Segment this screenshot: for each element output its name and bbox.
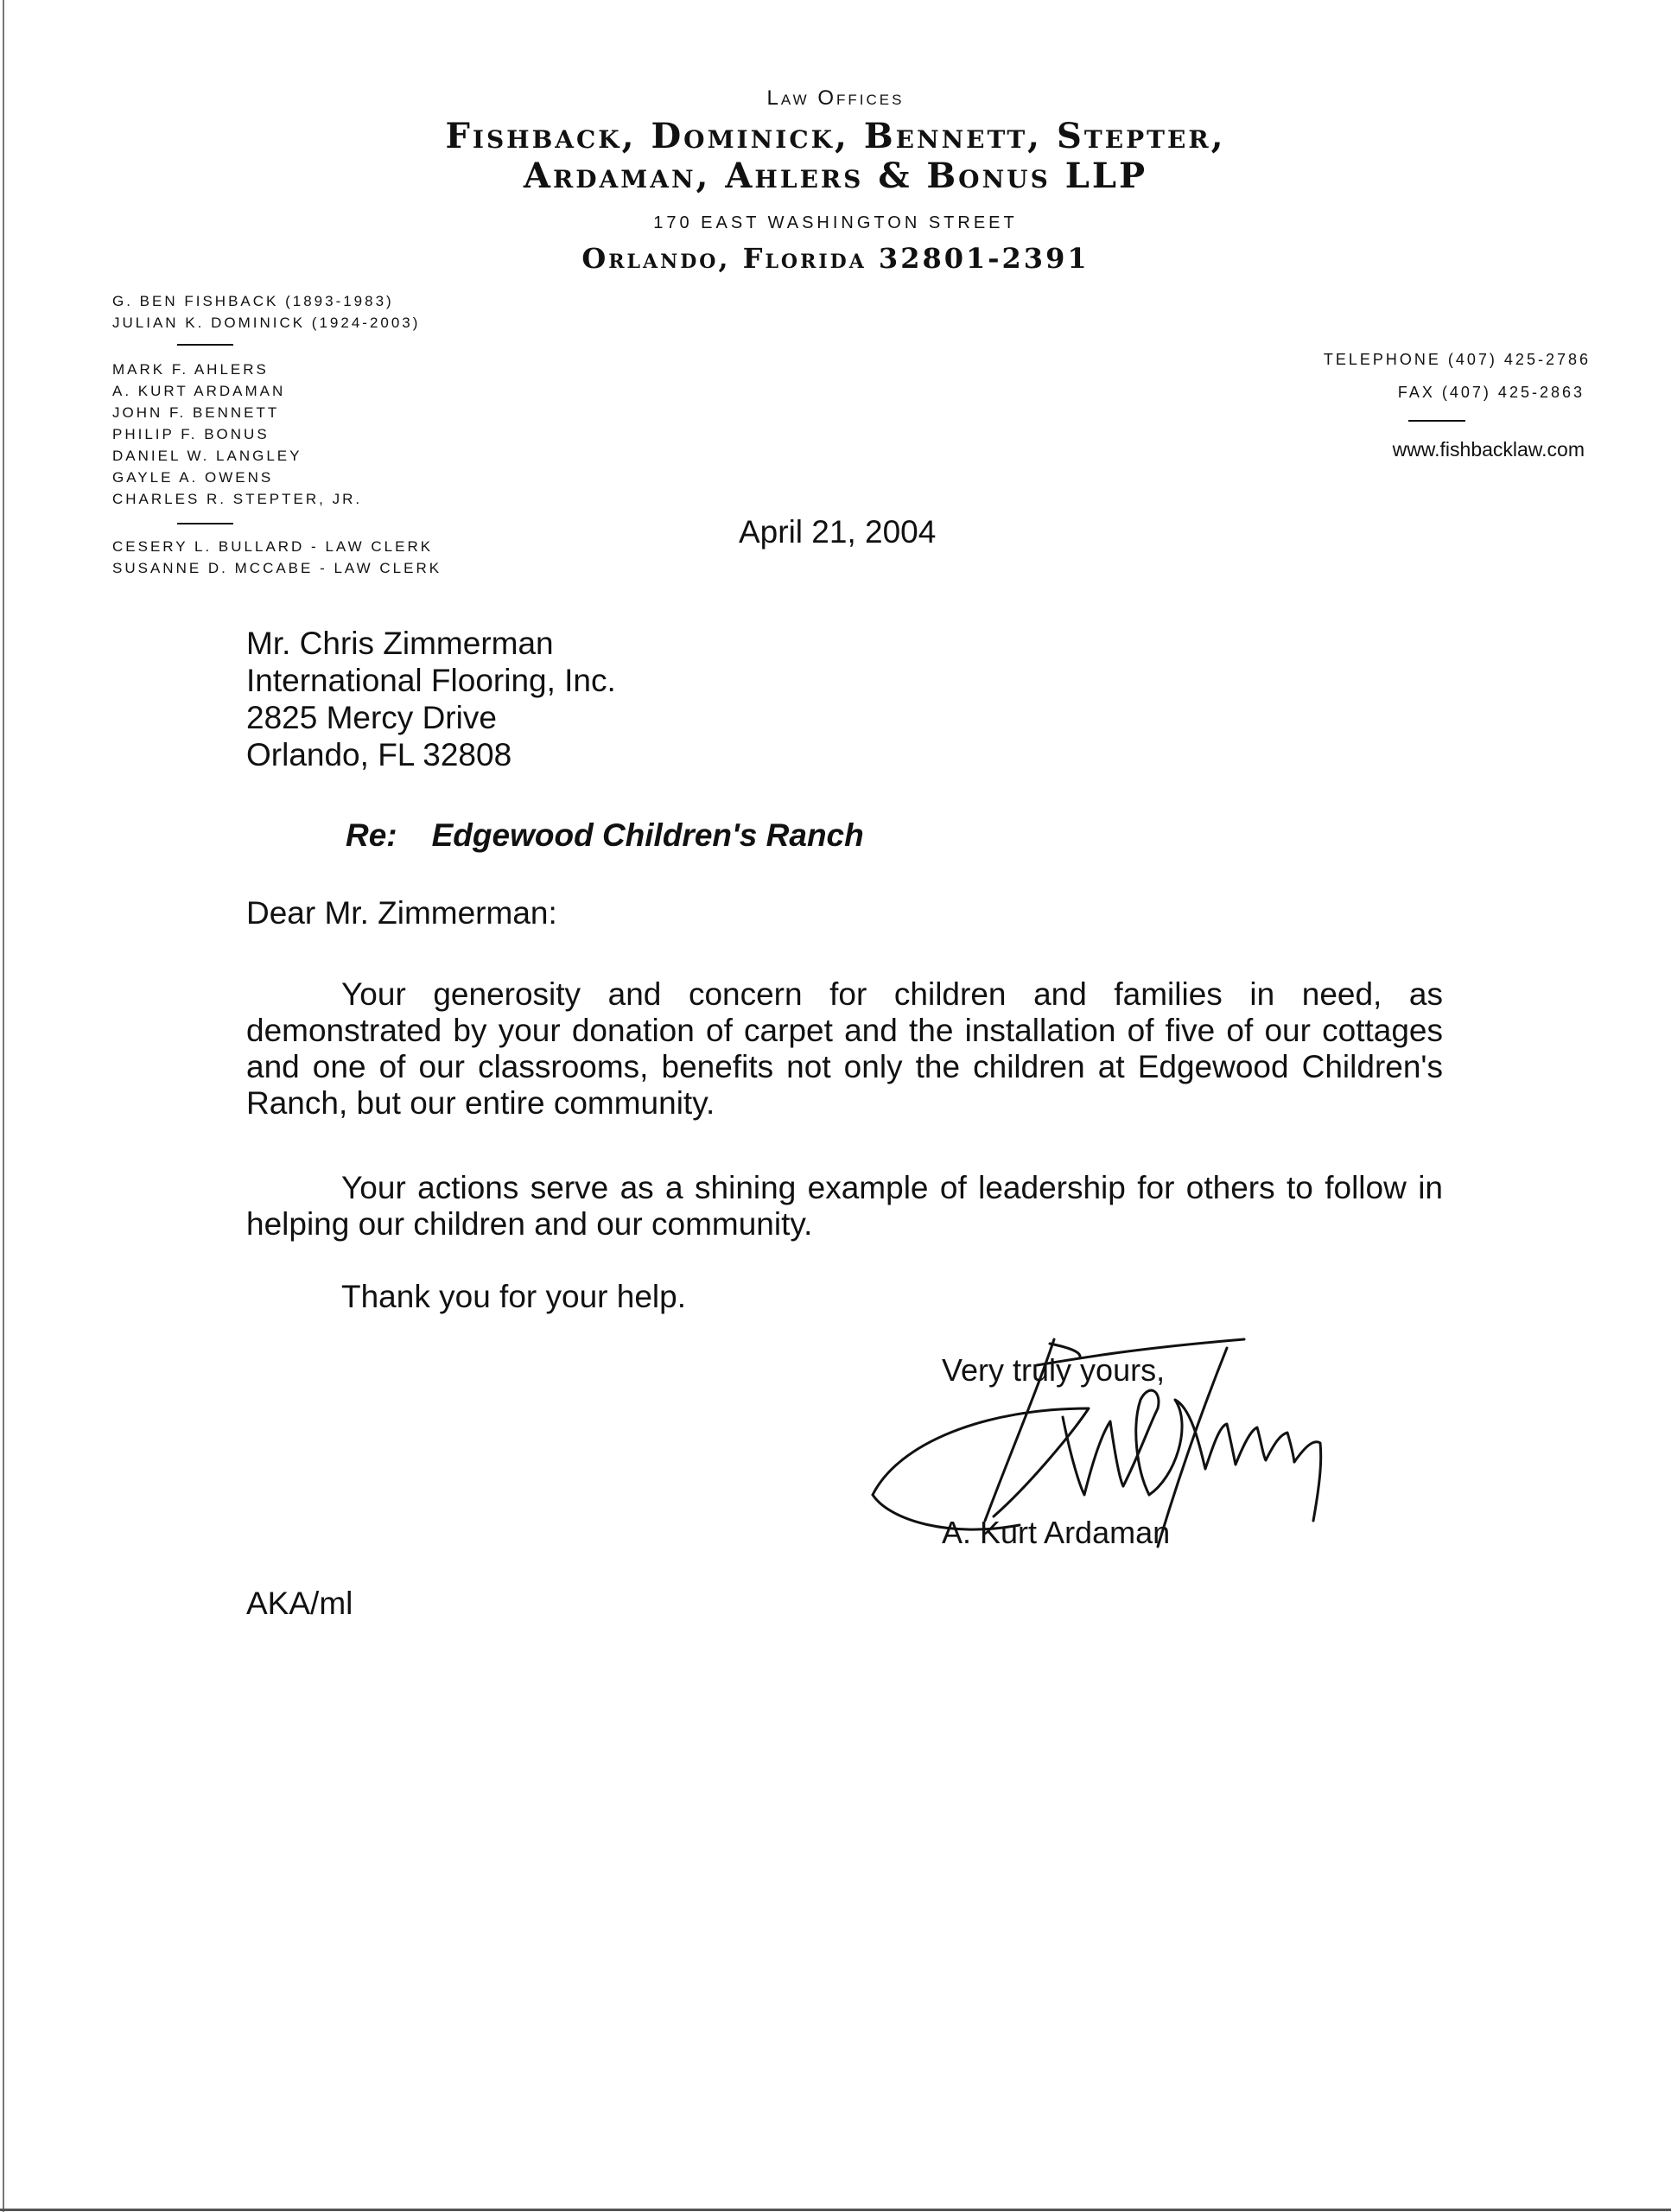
firm-name-line2: Ardaman, Ahlers & Bonus LLP xyxy=(523,156,1148,196)
recipient-name: Mr. Chris Zimmerman xyxy=(246,626,554,661)
recipient-address xyxy=(246,625,616,773)
body-paragraph-text: Your generosity and concern for children and families in need, as demonstrated by your donation of carpet and the installation of five of our cottages and one of our classrooms, benefits not only the children at Edgewood Children's Ranch, but our entire community. xyxy=(246,976,1443,1121)
firm-street: 170 EAST WASHINGTON STREET xyxy=(653,213,1018,232)
founders-list xyxy=(112,290,420,334)
scan-edge-left xyxy=(3,0,4,2212)
partner-name: PHILIP F. BONUS xyxy=(112,426,270,442)
clerk-name: CESERY L. BULLARD - LAW CLERK xyxy=(112,538,434,555)
typist-initials: AKA/ml xyxy=(246,1586,353,1621)
body-paragraph-text: Your actions serve as a shining example of leadership for others to follow in helping our children and our community. xyxy=(246,1170,1443,1242)
re-subject: Edgewood Children's Ranch xyxy=(431,817,864,853)
body-paragraph xyxy=(246,1279,1443,1315)
recipient-street: 2825 Mercy Drive xyxy=(246,700,497,735)
fax-number: FAX (407) 425-2863 xyxy=(1397,384,1585,401)
telephone-number: TELEPHONE (407) 425-2786 xyxy=(1323,351,1591,368)
partner-name: A. KURT ARDAMAN xyxy=(112,383,286,399)
clerks-list xyxy=(112,536,442,579)
roster-divider xyxy=(177,344,233,346)
firm-city: Orlando, Florida 32801-2391 xyxy=(581,242,1090,275)
recipient-company: International Flooring, Inc. xyxy=(246,663,616,698)
partner-name: MARK F. AHLERS xyxy=(112,361,269,378)
founder-name: G. BEN FISHBACK (1893-1983) xyxy=(112,293,394,309)
partner-name: GAYLE A. OWENS xyxy=(112,469,274,486)
closing: Very truly yours, xyxy=(942,1352,1166,1388)
salutation: Dear Mr. Zimmerman: xyxy=(246,895,557,931)
re-line xyxy=(346,817,864,854)
letter-date: April 21, 2004 xyxy=(739,514,937,550)
contact-divider xyxy=(1408,420,1465,422)
law-offices-label: Law Offices xyxy=(766,86,905,110)
scan-edge-bottom xyxy=(0,2209,1671,2211)
body-paragraph-text: Thank you for your help. xyxy=(341,1279,686,1314)
partner-name: CHARLES R. STEPTER, JR. xyxy=(112,491,363,507)
founder-name: JULIAN K. DOMINICK (1924-2003) xyxy=(112,315,421,331)
partner-name: DANIEL W. LANGLEY xyxy=(112,448,302,464)
body-paragraph xyxy=(246,1170,1443,1243)
website-link: www.fishbacklaw.com xyxy=(1392,438,1585,461)
re-label: Re: xyxy=(346,817,397,853)
clerk-name: SUSANNE D. MCCABE - LAW CLERK xyxy=(112,560,442,576)
partner-name: JOHN F. BENNETT xyxy=(112,404,280,421)
recipient-city: Orlando, FL 32808 xyxy=(246,737,512,772)
roster-divider xyxy=(177,523,233,524)
partners-list xyxy=(112,359,362,510)
body-paragraph xyxy=(246,976,1443,1122)
firm-name-line1: Fishback, Dominick, Bennett, Stepter, xyxy=(445,116,1226,156)
signer-name: A. Kurt Ardaman xyxy=(942,1515,1171,1550)
